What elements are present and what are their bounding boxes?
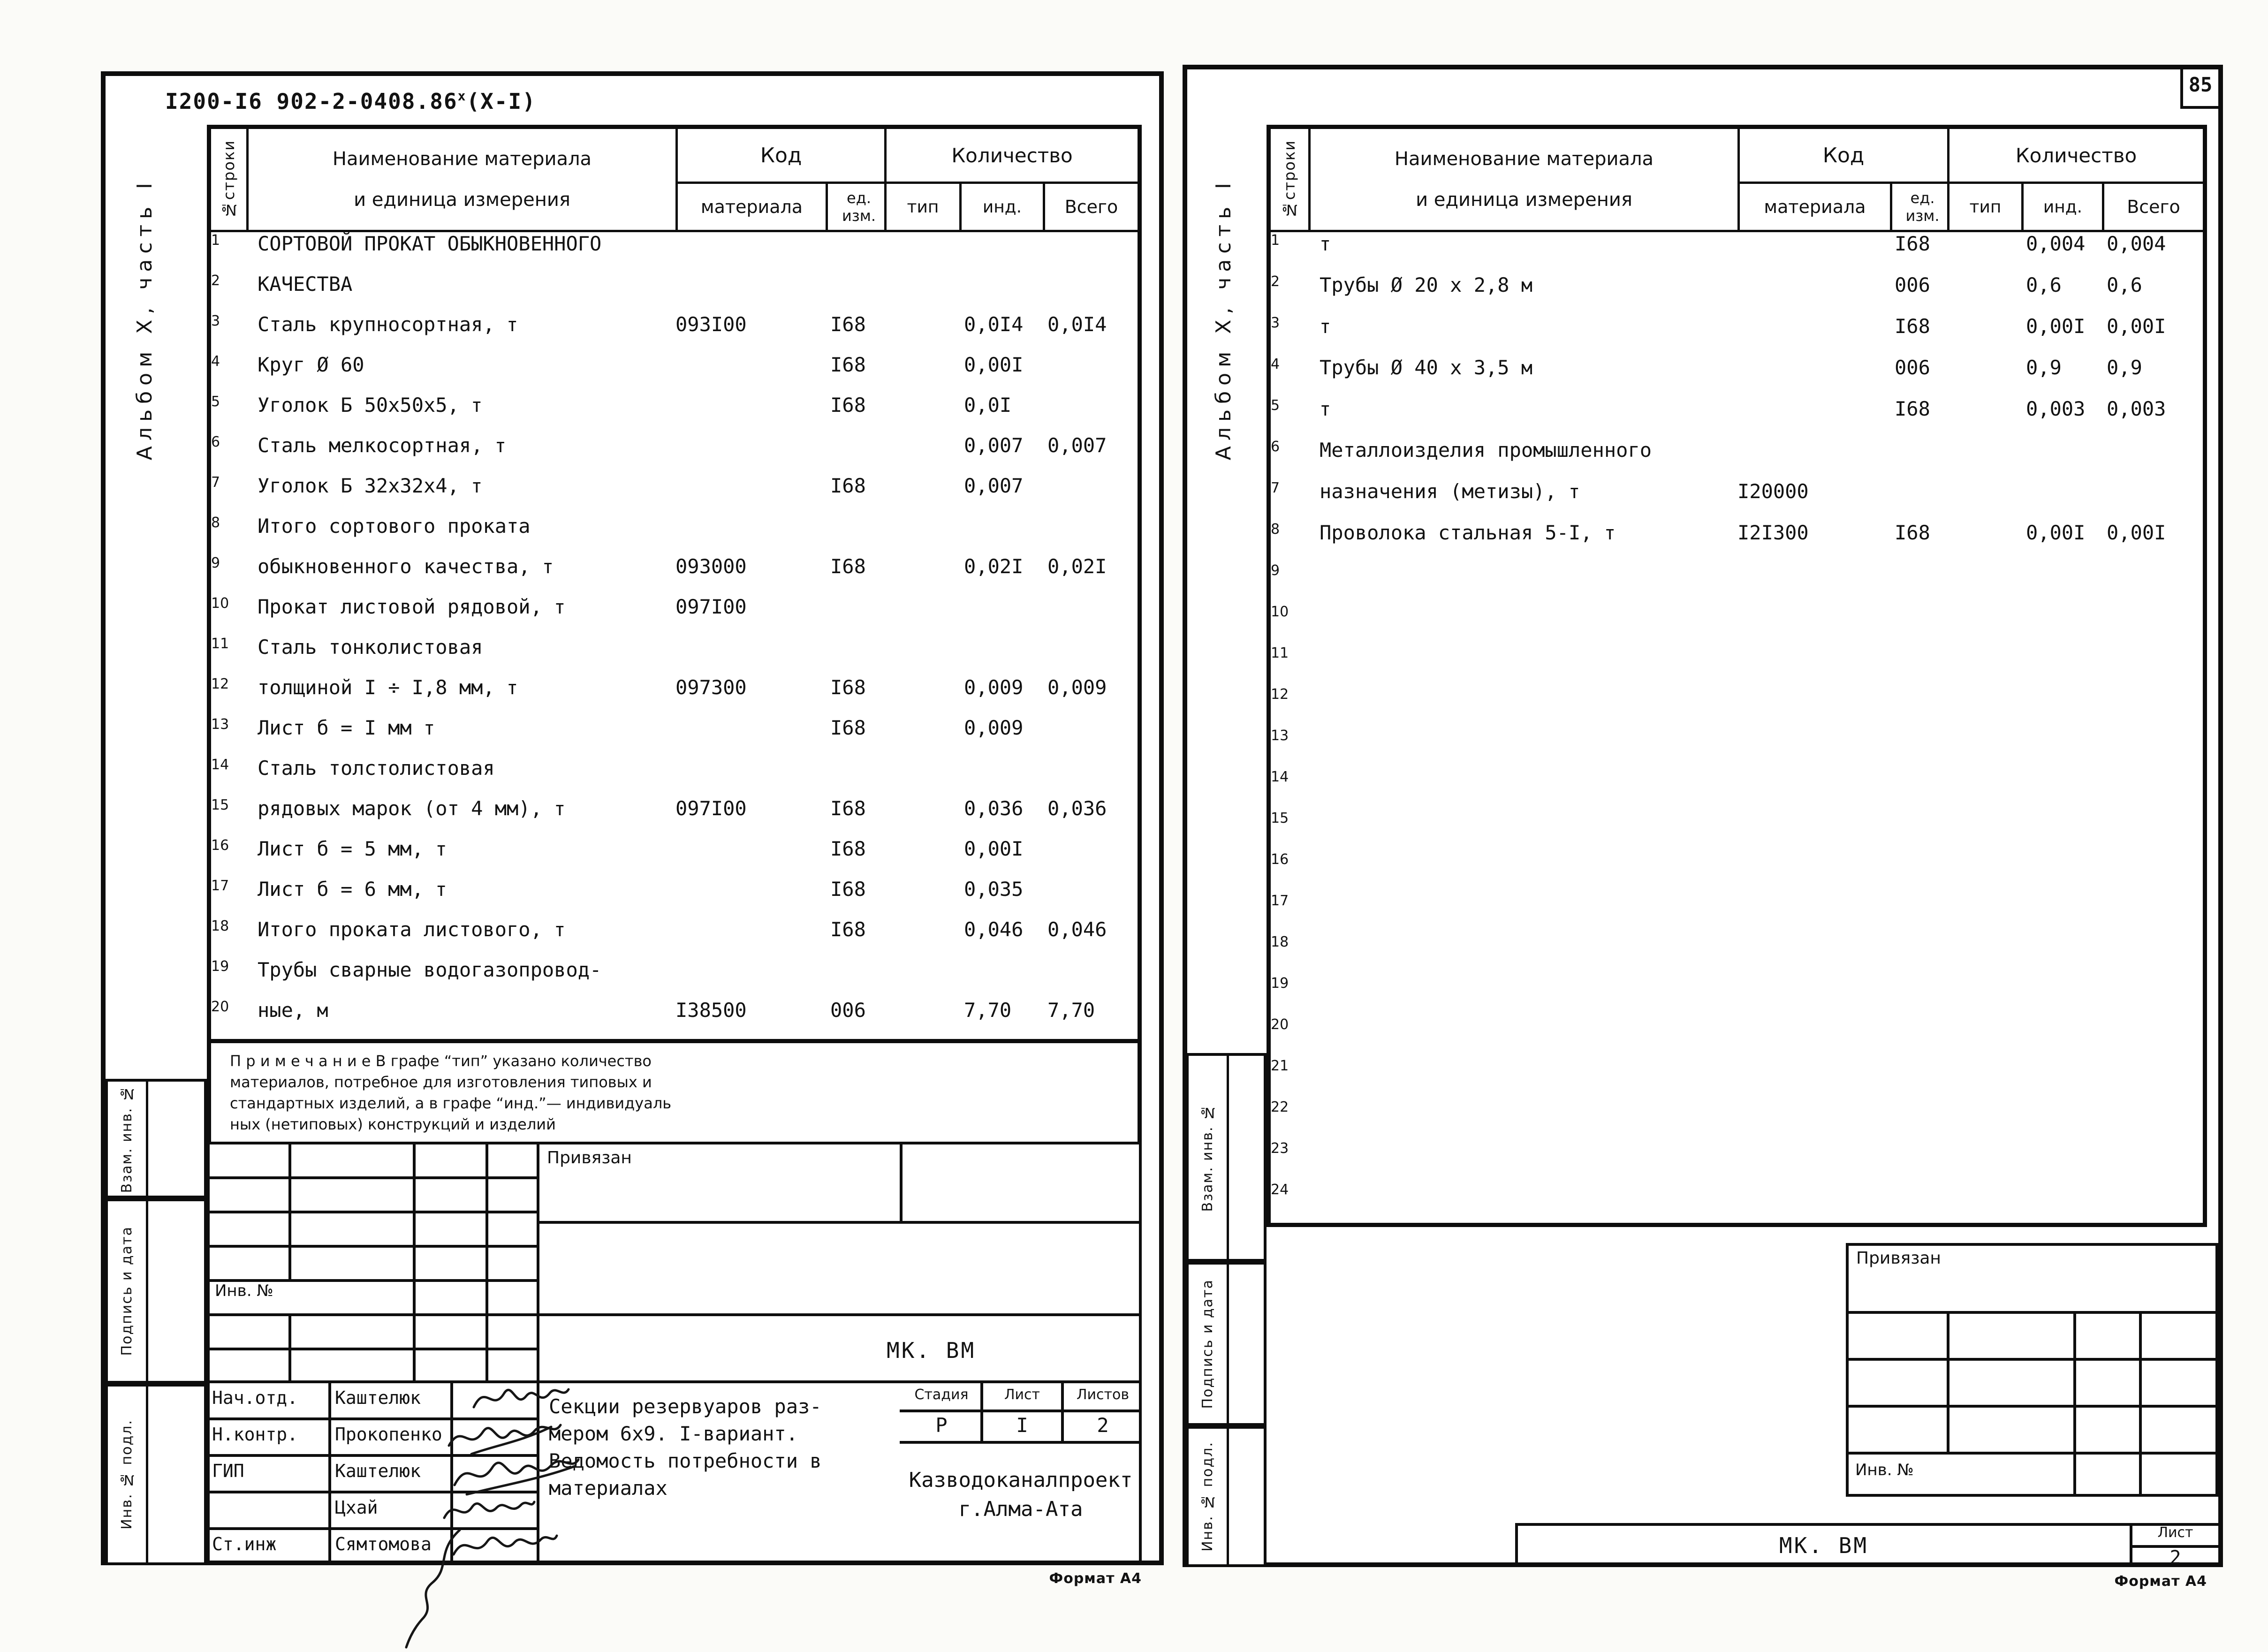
stamp-line xyxy=(1846,1358,2218,1361)
album-label-right xyxy=(1199,127,1248,511)
stamp-line xyxy=(207,1142,210,1565)
format-label-left: Формат А4 xyxy=(1049,1570,1142,1587)
margin-label-text: Подпись и дата xyxy=(119,1226,135,1356)
col-header-name-line2: и единица измерения xyxy=(1416,189,1632,211)
margin-label-text: Инв. № подл. xyxy=(119,1419,135,1530)
materials-table-left xyxy=(207,125,1142,1043)
stamp-line xyxy=(328,1380,331,1565)
col-header-name-line1: Наименование материала xyxy=(1394,148,1654,170)
margin-label xyxy=(1189,1429,1229,1564)
stamp-line xyxy=(207,1313,1142,1316)
signature-role: Нач.отд. xyxy=(212,1387,298,1408)
signature-name: Прокопенко xyxy=(335,1424,442,1445)
materials-table-right xyxy=(1267,125,2207,1227)
note-line: П р и м е ч а н и е В графе “тип” указано количество xyxy=(230,1052,652,1070)
col-header-code-group: Код xyxy=(675,129,884,182)
margin-label xyxy=(108,1201,148,1381)
col-header-row-number xyxy=(211,129,246,232)
album-label-text: Альбом X, часть I xyxy=(1211,177,1236,461)
stamp-line xyxy=(2215,1243,2218,1497)
signature-name: Каштелюк xyxy=(335,1387,421,1408)
stamp-line xyxy=(2139,1311,2142,1497)
col-header-qty-group: Количество xyxy=(1947,129,2203,182)
col-header-row-number xyxy=(1271,129,1308,232)
col-header-name-line2: и единица измерения xyxy=(354,189,570,211)
col-header-unit-line1: ед. xyxy=(1910,189,1935,207)
margin-entry xyxy=(1229,1265,1264,1423)
sheets-header: Листов xyxy=(1076,1387,1130,1403)
format-label-right: Формат А4 xyxy=(2114,1573,2207,1590)
col-header-ind: инд. xyxy=(959,182,1043,232)
organization-line: Казводоканалпроект xyxy=(909,1468,1133,1492)
stamp-line xyxy=(900,1142,903,1224)
col-header-name-line1: Наименование материала xyxy=(332,148,592,170)
margin-label xyxy=(1189,1056,1229,1259)
stamp-line xyxy=(2073,1311,2076,1497)
sheet-header: Лист xyxy=(1004,1387,1040,1403)
stamp-line xyxy=(1947,1311,1949,1455)
stage-value: Р xyxy=(935,1414,948,1437)
privyazan-label: Привязан xyxy=(547,1148,632,1167)
stamp-line xyxy=(288,1313,291,1380)
col-header-unit-line1: ед. xyxy=(847,189,871,207)
col-header-code-group: Код xyxy=(1737,129,1947,182)
album-label-text: Альбом X, часть I xyxy=(132,177,157,461)
stamp-line xyxy=(900,1410,1142,1412)
stamp-line xyxy=(1846,1311,2218,1314)
sheet-header: Лист xyxy=(2157,1524,2193,1541)
col-header-unit-line2: изм. xyxy=(842,207,876,225)
project-title-line: Ведомость потребности в xyxy=(549,1449,822,1472)
stamp-line xyxy=(1846,1494,2218,1497)
col-header-ind: инд. xyxy=(2021,182,2102,232)
doc-set-code: МК. ВМ xyxy=(887,1338,976,1363)
inv-no-label: Инв. № xyxy=(215,1281,273,1300)
stamp-line xyxy=(1846,1243,1849,1497)
margin-band-vzam xyxy=(105,1079,207,1198)
margin-label xyxy=(108,1082,148,1196)
document-number xyxy=(165,88,536,114)
sheets-value: 2 xyxy=(1097,1414,1109,1437)
margin-label-text: Взам. инв. № xyxy=(1199,1103,1216,1212)
stamp-line xyxy=(485,1142,488,1380)
signature-name: Сямтомова xyxy=(335,1534,432,1554)
note-line: материалов, потребное для изготовления типовых и xyxy=(230,1073,652,1091)
signature-role: Ст.инж xyxy=(212,1534,277,1554)
col-header-name xyxy=(246,129,675,232)
margin-entry xyxy=(1229,1056,1264,1259)
sheet-value: I xyxy=(1016,1414,1028,1437)
privyazan-label: Привязан xyxy=(1856,1249,1941,1268)
margin-label-text: Взам. инв. № xyxy=(119,1084,135,1193)
stamp-line xyxy=(1515,1523,2218,1526)
col-header-name xyxy=(1308,129,1737,232)
col-header-total: Всего xyxy=(2102,182,2203,232)
stamp-line xyxy=(537,1221,1142,1224)
note-line: стандартных изделий, а в графе “инд.”— индивидуаль xyxy=(230,1094,672,1112)
album-label-left xyxy=(120,127,169,511)
margin-entry xyxy=(148,1387,204,1562)
project-title-line: Секции резервуаров раз- xyxy=(549,1395,822,1418)
project-title-line: материалах xyxy=(549,1477,668,1500)
margin-band-inv xyxy=(1186,1426,1267,1567)
margin-band-inv xyxy=(105,1384,207,1565)
organization-line: г.Алма-Ата xyxy=(958,1497,1083,1521)
margin-label xyxy=(108,1387,148,1562)
col-header-total: Всего xyxy=(1043,182,1138,232)
margin-band-vzam xyxy=(1186,1053,1267,1262)
sheet-value: 2 xyxy=(2169,1547,2181,1569)
stamp-line xyxy=(900,1441,1142,1444)
col-header-material-code: материала xyxy=(675,182,826,232)
stamp-line xyxy=(1846,1243,2218,1246)
stamp-line xyxy=(288,1142,291,1279)
col-header-type: тип xyxy=(1947,182,2021,232)
note-block xyxy=(207,1043,1142,1142)
page-number-box-line xyxy=(2180,106,2218,109)
signature-flourish xyxy=(389,1524,474,1651)
signature-role: Н.контр. xyxy=(212,1424,298,1445)
col-header-unit-line2: изм. xyxy=(1905,207,1940,225)
stage-header: Стадия xyxy=(914,1387,969,1403)
document-number-sup: х xyxy=(457,88,467,104)
stamp-line xyxy=(1846,1452,2218,1455)
signature-name: Цхай xyxy=(335,1497,378,1518)
margin-label-text: Подпись и дата xyxy=(1199,1279,1216,1409)
signature-name: Каштелюк xyxy=(335,1461,421,1481)
col-header-unit xyxy=(826,182,884,232)
doc-set-code: МК. ВМ xyxy=(1779,1533,1869,1558)
col-header-type: тип xyxy=(884,182,959,232)
col-header-unit xyxy=(1890,182,1947,232)
stamp-line xyxy=(207,1380,1142,1383)
col-header-qty-group: Количество xyxy=(884,129,1138,182)
margin-band-podpis xyxy=(105,1198,207,1384)
page-number: 85 xyxy=(2188,73,2213,96)
margin-label xyxy=(1189,1265,1229,1423)
project-title-line: мером 6х9. I-вариант. xyxy=(549,1422,798,1445)
stamp-line xyxy=(413,1142,416,1380)
margin-label-text: Инв. № подл. xyxy=(1199,1441,1216,1552)
margin-band-podpis xyxy=(1186,1262,1267,1426)
signature-role: ГИП xyxy=(212,1461,244,1481)
stamp-line xyxy=(207,1142,1142,1144)
col-header-row-number-text: №строки xyxy=(220,140,238,219)
inv-no-label: Инв. № xyxy=(1855,1461,1914,1479)
document-number-tail: (X-I) xyxy=(466,89,536,114)
margin-entry xyxy=(148,1082,204,1196)
col-header-row-number-text: №строки xyxy=(1281,140,1298,219)
col-header-material-code: материала xyxy=(1737,182,1890,232)
margin-entry xyxy=(1229,1429,1264,1564)
stamp-line xyxy=(1846,1405,2218,1408)
margin-entry xyxy=(148,1201,204,1381)
document-number-base: I200-I6 902-2-0408.86 xyxy=(165,89,458,114)
note-line: ных (нетиповых) конструкций и изделий xyxy=(230,1115,556,1133)
